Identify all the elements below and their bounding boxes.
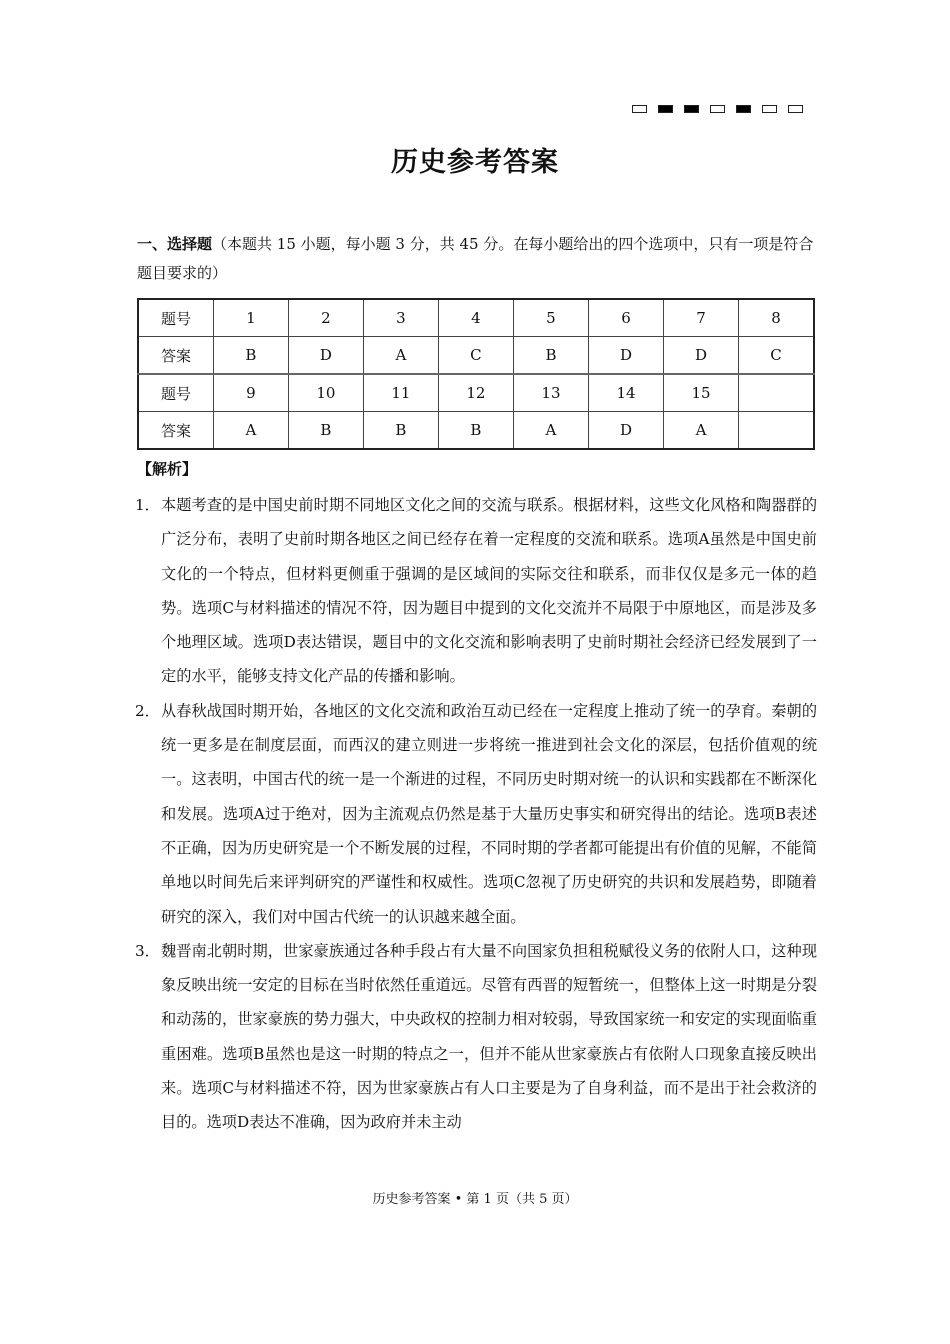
- table-cell: B: [288, 412, 363, 450]
- answer-table: [137, 298, 815, 450]
- page-title: 历史参考答案: [391, 147, 559, 178]
- code-mark: [658, 105, 673, 113]
- table-row: [138, 412, 814, 450]
- row-header-cell: 答案: [138, 412, 213, 450]
- item-text: 从春秋战国时期开始，各地区的文化交流和政治互动已经在一定程度上推动了统一的孕育。秦朝的统一更多是在制度层面，而西汉的建立则进一步将统一推进到社会文化的深层，包括价值观的统一。这表明，中国古代的统一是一个渐进的过程，不同历史时期对统一的认识和实践都在不断深化和发展。选项A过于绝对，因为主流观点仍然是基于大量历史事实和研究得出的结论。选项B表述不正确，因为历史研究是一个不断发展的过程，不同时期的学者都可能提出有价值的见解，不能简单地以时间先后来评判研究的严谨性和权威性。选项C忽视了历史研究的共识和发展趋势，即随着研究的深入，我们对中国古代统一的认识越来越全面。: [161, 701, 817, 926]
- document-code-marks: [632, 105, 803, 113]
- table-cell: D: [288, 337, 363, 375]
- analysis-label: 【解析】: [137, 460, 198, 478]
- row-header-cell: 题号: [138, 299, 213, 337]
- analysis-item: [135, 694, 817, 934]
- section-heading: 一、选择题: [137, 235, 213, 253]
- table-cell: [739, 374, 814, 412]
- row-header-cell: 答案: [138, 337, 213, 375]
- table-cell: 7: [664, 299, 739, 337]
- table-cell: 15: [664, 374, 739, 412]
- table-cell: 1: [213, 299, 288, 337]
- table-cell: D: [664, 337, 739, 375]
- table-cell: C: [739, 337, 814, 375]
- section-description: （本题共 15 小题，每小题 3 分，共 45 分。在每小题给出的四个选项中，只有一项是符合题目要求的）: [137, 235, 814, 282]
- table-cell: D: [588, 412, 663, 450]
- table-row: [138, 337, 814, 375]
- analysis-item: [135, 934, 817, 1140]
- table-row: [138, 299, 814, 337]
- code-mark: [736, 105, 751, 113]
- code-mark: [632, 105, 647, 113]
- table-cell: A: [363, 337, 438, 375]
- table-cell: B: [213, 337, 288, 375]
- item-number: 1．: [135, 496, 160, 514]
- item-number: 3．: [135, 941, 160, 960]
- table-cell: B: [513, 337, 588, 375]
- table-cell: 4: [438, 299, 513, 337]
- code-mark: [762, 105, 777, 113]
- table-cell: B: [363, 412, 438, 450]
- item-text: 本题考查的是中国史前时期不同地区文化之间的交流与联系。根据材料，这些文化风格和陶器群的广泛分布，表明了史前时期各地区之间已经存在着一定程度的交流和联系。选项A虽然是中国史前文化的一个特点，但材料更侧重于强调的是区域间的实际交往和联系，而非仅仅是多元一体的趋势。选项C与材料描述的情况不符，因为题目中提到的文化交流并不局限于中原地区，而是涉及多个地理区域。选项D表达错误，题目中的文化交流和影响表明了史前时期社会经济已经发展到了一定的水平，能够支持文化产品的传播和影响。: [161, 496, 817, 686]
- item-text: 魏晋南北朝时期，世家豪族通过各种手段占有大量不向国家负担租税赋役义务的依附人口，这种现象反映出统一安定的目标在当时依然任重道远。尽管有西晋的短暂统一，但整体上这一时期是分裂和动荡的，世家豪族的势力强大，中央政权的控制力相对较弱，导致国家统一和安定的实现面临重重困难。选项B虽然也是这一时期的特点之一，但并不能从世家豪族占有依附人口现象直接反映出来。选项C与材料描述不符，因为世家豪族占有人口主要是为了自身利益，而不是出于社会救济的目的。选项D表达不准确，因为政府并未主动: [161, 941, 817, 1132]
- table-row: [138, 374, 814, 412]
- analysis-item: [135, 488, 817, 694]
- table-cell: 8: [739, 299, 814, 337]
- row-header-cell: 题号: [138, 374, 213, 412]
- table-cell: 3: [363, 299, 438, 337]
- table-cell: 14: [588, 374, 663, 412]
- table-cell: 13: [513, 374, 588, 412]
- page-footer: 历史参考答案 • 第 1 页（共 5 页）: [372, 1192, 578, 1207]
- code-mark: [788, 105, 803, 113]
- table-cell: D: [588, 337, 663, 375]
- table-cell: A: [213, 412, 288, 450]
- table-cell: 11: [363, 374, 438, 412]
- table-cell: [739, 412, 814, 450]
- table-cell: 5: [513, 299, 588, 337]
- table-cell: 12: [438, 374, 513, 412]
- code-mark: [684, 105, 699, 113]
- section-intro: [137, 230, 817, 288]
- table-cell: B: [438, 412, 513, 450]
- item-number: 2．: [135, 701, 160, 720]
- table-cell: C: [438, 337, 513, 375]
- table-cell: A: [664, 412, 739, 450]
- table-cell: 6: [588, 299, 663, 337]
- code-mark: [710, 105, 725, 113]
- table-cell: 9: [213, 374, 288, 412]
- table-cell: 2: [288, 299, 363, 337]
- table-cell: 10: [288, 374, 363, 412]
- analysis-list: [135, 488, 817, 1140]
- table-cell: A: [513, 412, 588, 450]
